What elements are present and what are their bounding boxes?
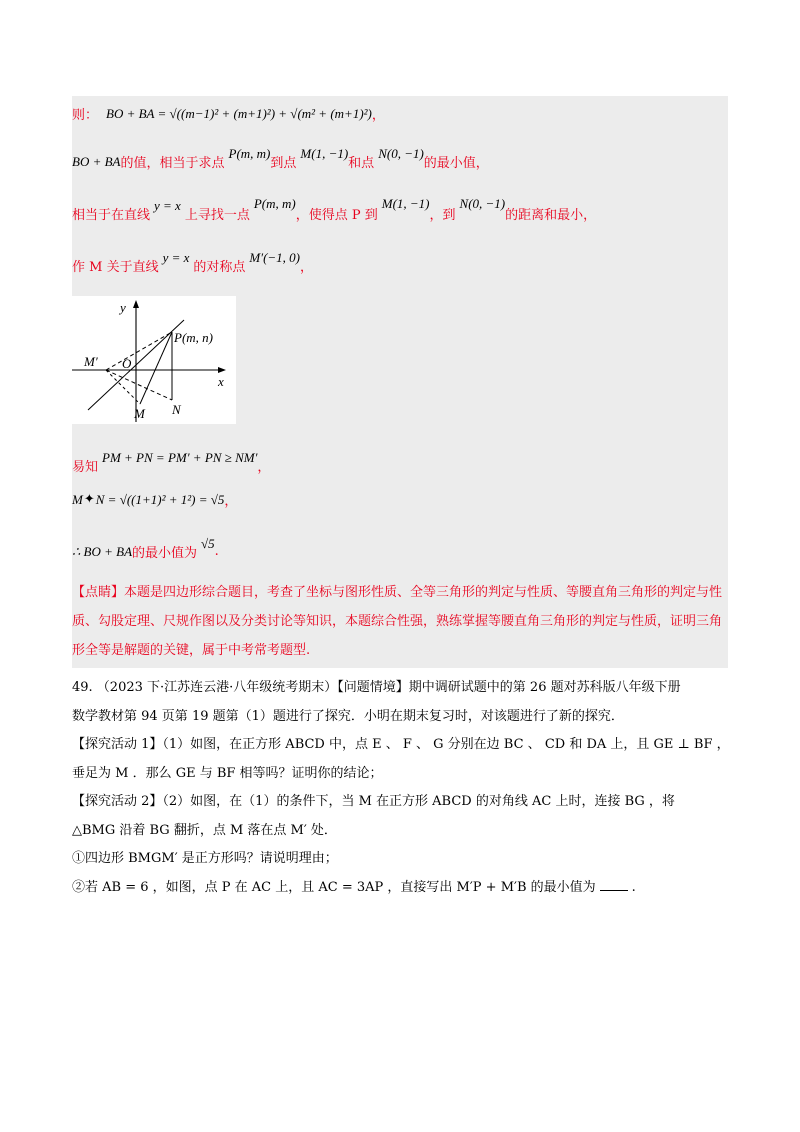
solution-line-5 (72, 449, 271, 475)
text: 的距离和最小， (505, 208, 597, 223)
label-y: y (120, 300, 126, 315)
math-expr: BO + BA (72, 153, 121, 169)
question-line-1: 49. （2023 下·江苏连云港·八年级统考期末）【问题情境】期中调研试题中的第 26 题对苏科版八年级下册 (72, 680, 681, 695)
solution-line-1 (72, 104, 385, 123)
solution-line-2 (72, 145, 489, 171)
question-line-8-text: ②若 AB = 6 ，如图，点 P 在 AC 上，且 AC = 3AP ，直接写出 M′P + M′B 的最小值为 (72, 879, 596, 895)
text: 上寻找一点 (184, 208, 250, 223)
point-m-prime: M′(−1, 0) (249, 249, 301, 265)
punct: ， (371, 108, 385, 123)
label-m-prime: M′ (84, 354, 98, 369)
solution-line-4 (72, 249, 314, 275)
point-n: N(0, −1) (459, 195, 506, 211)
coordinate-figure (72, 296, 236, 424)
text: 到点 (270, 156, 297, 171)
text: 作 M 关于直线 (72, 260, 159, 275)
text: 易知 (72, 460, 99, 475)
point-n: N(0, −1) (378, 145, 424, 161)
solution-prefix: 则： (72, 108, 99, 123)
solution-line-6 (72, 490, 237, 509)
text: 的对称点 (193, 260, 246, 275)
line-equation: y = x (154, 197, 181, 213)
result-value: √5 (201, 535, 215, 551)
text: ， (224, 494, 238, 509)
question-line-3: 【探究活动 1】（1）如图，在正方形 ABCD 中，点 E 、 F 、 G 分别在边 BC 、 CD 和 DA 上，且 GE ⊥ BF ， (72, 737, 730, 752)
text: 的值，相当于求点 (120, 156, 225, 171)
point-m: M(1, −1) (300, 145, 349, 161)
question-line-4: 垂足为 M ．那么 GE 与 BF 相等吗？证明你的结论； (72, 765, 383, 781)
point-p: P(m, m) (253, 195, 296, 211)
question-line-5: 【探究活动 2】（2）如图，在（1）的条件下，当 M 在正方形 ABCD 的对角线 AC 上时，连接 BG ，将 (72, 794, 675, 809)
question-line-2: 数学教材第 94 页第 19 题第（1）题进行了探究．小明在期末复习时，对该题进行了新的探究． (72, 708, 624, 724)
answer-blank[interactable] (600, 878, 628, 891)
comment-block (72, 578, 728, 665)
point-m: M(1, −1) (381, 195, 430, 211)
text: 相当于在直线 (72, 208, 151, 223)
formula-sum-distances: BO + BA = √((m−1)² + (m+1)²) + √(m² + (m+1)²) (106, 105, 372, 121)
text: 的最小值， (423, 156, 489, 171)
text: ，到 (429, 208, 456, 223)
line-equation: y = x (162, 249, 190, 265)
text: 的最小值为 (132, 546, 198, 561)
text: ， (257, 460, 271, 475)
point-p: P(m, m) (228, 145, 271, 161)
comment-text: 【点睛】本题是四边形综合题目，考查了坐标与图形性质、全等三角形的判定与性质、等腰直角三角形的判定与性质、勾股定理、尺规作图以及分类讨论等知识，本题综合性强，熟练掌握等腰直角三角形的判定与性质，证明三角形全等是解题的关键，属于中考常考题型. (72, 585, 723, 658)
label-o: O (122, 356, 132, 371)
text: ， (300, 260, 314, 275)
label-n: N (172, 402, 181, 417)
text: 和点 (348, 156, 375, 171)
solution-line-3 (72, 195, 597, 223)
star-icon: ✦ (83, 492, 95, 507)
text: . (214, 544, 219, 559)
text: ，使得点 P 到 (295, 208, 378, 223)
question-line-6: △BMG 沿着 BG 翻折，点 M 落在点 M′ 处． (72, 822, 337, 838)
question-block (72, 674, 732, 902)
solution-line-7 (72, 535, 219, 561)
figure-svg (72, 296, 236, 424)
label-x: x (218, 374, 224, 389)
formula-distance: N = √((1+1)² + 1²) = √5 (95, 491, 225, 507)
math-expr: ∴ BO + BA (72, 543, 133, 559)
label-m: M (134, 406, 145, 421)
label-p: P(m, n) (174, 330, 213, 345)
math-m: M (72, 491, 83, 507)
formula-inequality: PM + PN = PM′ + PN ≥ NM′ (102, 449, 258, 465)
question-line-7: ①四边形 BMGM′ 是正方形吗？请说明理由； (72, 851, 338, 866)
question-line-8: ②若 AB = 6 ，如图，点 P 在 AC 上，且 AC = 3AP ，直接写出 M′P + M′B 的最小值为 . (72, 879, 636, 895)
